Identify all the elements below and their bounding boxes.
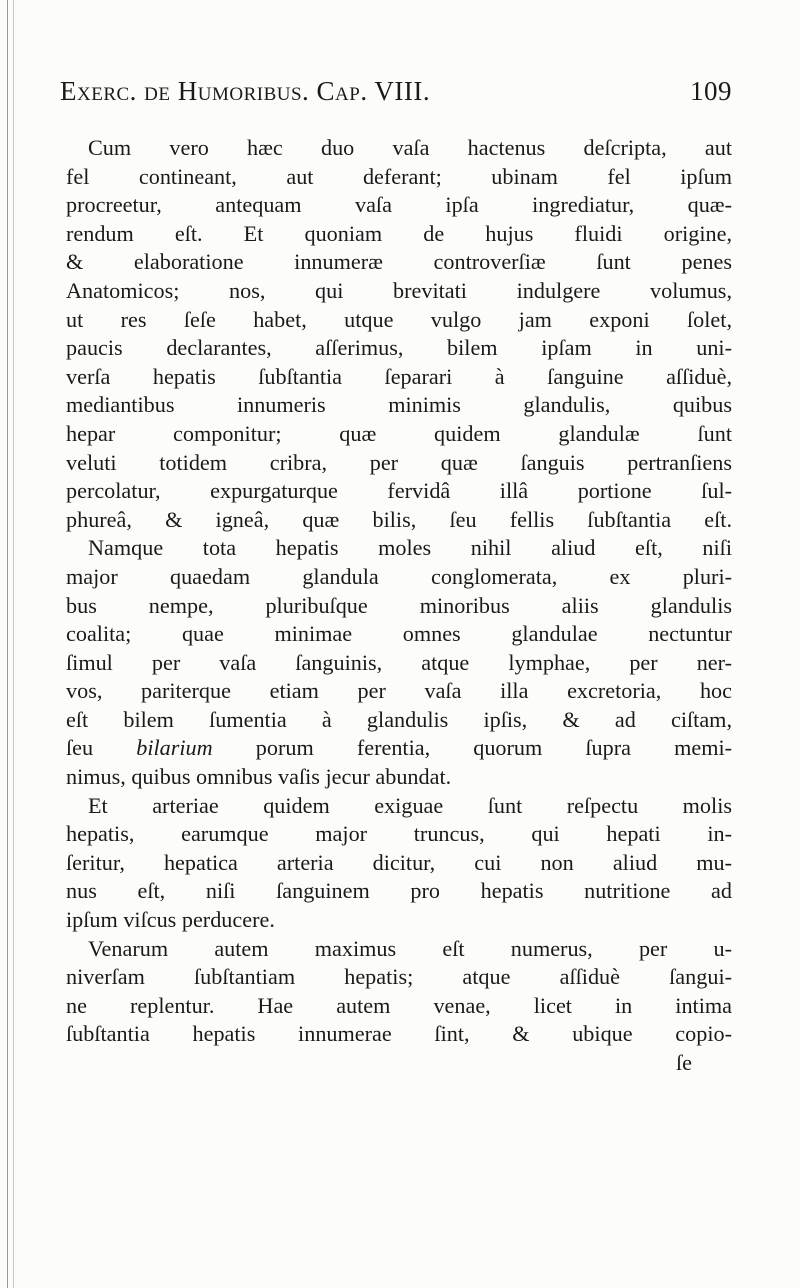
text-line: nus eſt, niſi ſanguinem pro hepatis nutritione ad xyxy=(66,878,732,904)
text-line: & elaboratione innumeræ controverſiæ ſunt penes xyxy=(66,249,732,275)
text-line: niverſam ſubſtantiam hepatis; atque aſſiduè ſangui- xyxy=(66,964,732,990)
text-line: procreetur, antequam vaſa ipſa ingrediatur, quæ- xyxy=(66,192,732,218)
text-line: nimus, quibus omnibus vaſis jecur abundat. xyxy=(66,764,452,790)
body-text xyxy=(66,134,732,1078)
text-line: ne replentur. Hae autem venae, licet in intima xyxy=(66,992,732,1018)
text-line: ſimul per vaſa ſanguinis, atque lymphae, per ner- xyxy=(66,649,732,675)
text-line: vos, pariterque etiam per vaſa illa excretoria, hoc xyxy=(66,678,732,704)
text-line: Anatomicos; nos, qui brevitati indulgere volumus, xyxy=(66,277,732,303)
text-line: phureâ, & igneâ, quæ bilis, ſeu fellis ſubſtantia eſt. xyxy=(66,506,732,532)
page-number: 109 xyxy=(690,76,732,106)
italic-word: bilarium xyxy=(136,735,213,761)
text-line: Namque tota hepatis moles nihil aliud eſt, niſi xyxy=(88,535,732,561)
text-line: coalita; quae minimae omnes glandulae nectuntur xyxy=(66,621,732,647)
text-line: ſeritur, hepatica arteria dicitur, cui non aliud mu- xyxy=(66,849,732,875)
text-line: major quaedam glandula conglomerata, ex pluri- xyxy=(66,563,732,589)
running-header xyxy=(60,76,740,107)
text-line: hepatis, earumque major truncus, qui hepati in- xyxy=(66,821,732,847)
text-line: fel contineant, aut deferant; ubinam fel ipſum xyxy=(66,163,732,189)
text-fragment: ſeu xyxy=(66,735,94,761)
gutter-line xyxy=(7,0,8,1288)
running-title: Exerc. de Humoribus. Cap. VIII. xyxy=(60,76,431,106)
text-fragment: porum ferentia, quorum ſupra memi- xyxy=(255,735,733,761)
text-line: Venarum autem maximus eſt numerus, per u- xyxy=(88,935,732,961)
text-line: verſa hepatis ſubſtantia ſeparari à ſanguine aſſiduè, xyxy=(66,363,732,389)
text-line: ut res ſeſe habet, utque vulgo jam exponi ſolet, xyxy=(66,306,732,332)
text-line: paucis declarantes, aſſerimus, bilem ipſam in uni- xyxy=(66,335,732,361)
text-line: ipſum viſcus perducere. xyxy=(66,907,275,933)
text-line: veluti totidem cribra, per quæ ſanguis pertranſiens xyxy=(66,449,732,475)
text-line: Cum vero hæc duo vaſa hactenus deſcripta, aut xyxy=(88,135,732,160)
catchword: ſe xyxy=(675,1050,692,1075)
text-line: bus nempe, pluribuſque minoribus aliis glandulis xyxy=(66,592,732,618)
text-line: eſt bilem ſumentia à glandulis ipſis, & ad ciſtam, xyxy=(66,706,732,732)
text-line: percolatur, expurgaturque fervidâ illâ portione ſul- xyxy=(66,478,732,504)
text-line: ſubſtantia hepatis innumerae ſint, & ubique copio- xyxy=(66,1021,732,1047)
text-line: Et arteriae quidem exiguae ſunt reſpectu molis xyxy=(88,792,732,818)
text-line: mediantibus innumeris minimis glandulis, quibus xyxy=(66,392,732,418)
text-line: hepar componitur; quæ quidem glandulæ ſunt xyxy=(66,420,732,446)
text-line: rendum eſt. Et quoniam de hujus fluidi origine, xyxy=(66,220,732,246)
gutter-line xyxy=(13,0,14,1288)
text-line xyxy=(66,734,732,763)
